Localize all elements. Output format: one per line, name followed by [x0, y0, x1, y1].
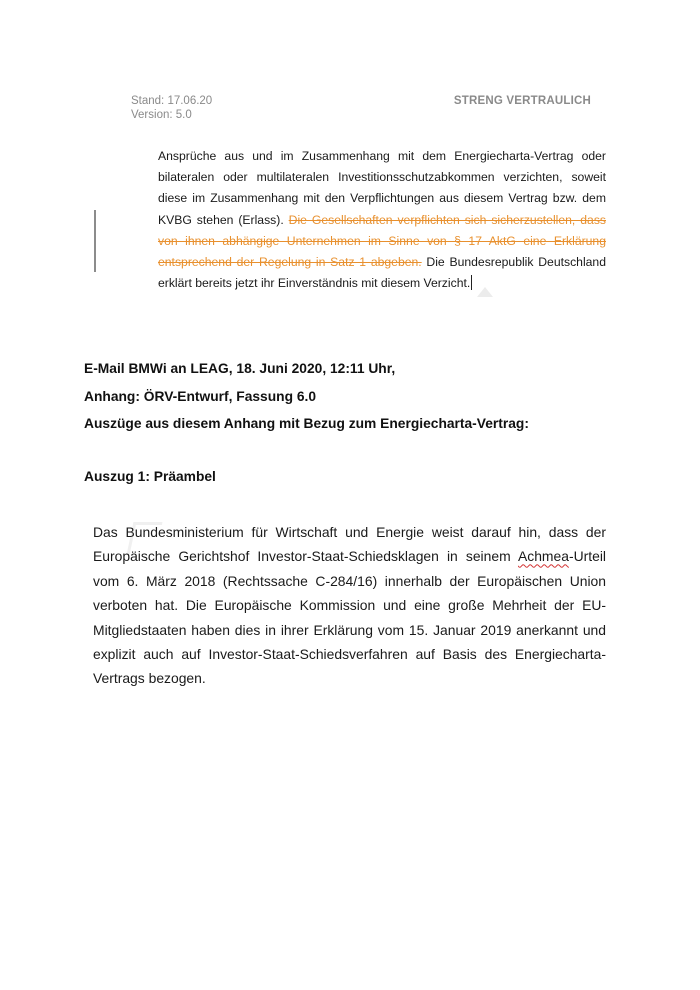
- heading-extracts: Auszüge aus diesem Anhang mit Bezug zum Energiecharta-Vertrag:: [84, 416, 529, 431]
- heading-attachment: Anhang: ÖRV-Entwurf, Fassung 6.0: [84, 389, 317, 404]
- text-cursor: [471, 275, 472, 290]
- change-bar: [94, 210, 96, 272]
- spellcheck-flagged-word: Achmea: [517, 548, 569, 565]
- heading-email: E-Mail BMWi an LEAG, 18. Juni 2020, 12:11 Uhr,: [84, 361, 396, 376]
- preamble-paragraph: [93, 520, 606, 691]
- excerpt-paragraph: [158, 146, 606, 294]
- preamble-part-1: Das Bundesministerium für Wirtschaft und Energie weist darauf hin, dass der Europäische Gerichtshof Investor-Staat-Schiedsklagen in seinem: [93, 524, 606, 565]
- stand-date: Stand: 17.06.20: [131, 95, 213, 107]
- excerpt-text-before: Ansprüche aus und im Zusammenhang mit dem Energiecharta-Vertrag oder bilateralen oder multilateralen Investitionsschutzabkommen verzichten, soweit diese im Zusammenhang mit den Verpflichtungen aus diesem Vertrag bzw. dem KVBG stehen (Erlass).: [158, 149, 606, 227]
- classification-label: STRENG VERTRAULICH: [453, 95, 591, 107]
- excerpt-text-after: Die Bundesrepublik Deutschland erklärt bereits jetzt ihr Einverständnis mit diesem Verzicht.: [158, 255, 606, 291]
- watermark-mark: [477, 287, 493, 297]
- document-header: [131, 94, 591, 122]
- document-meta: [131, 94, 212, 122]
- deleted-text: Die Gesellschaften verpflichten sich sicherzustellen, dass von ihnen abhängige Unternehmen im Sinne von § 17 AktG eine Erklärung entsprechend der Regelung in Satz 1 abgeben.: [158, 212, 607, 270]
- heading-extract-1: Auszug 1: Präambel: [84, 469, 216, 484]
- preamble-part-2: -Urteil vom 6. März 2018 (Rechtssache C-284/16) innerhalb der Europäischen Union verboten hat. Die Europäische Kommission und eine große Mehrheit der EU-Mitgliedstaaten haben dies in ihrer Erklärung vom 15. Januar 2019 anerkannt und explizit auch auf Investor-Staat-Schiedsverfahren auf Basis des Energiecharta-Vertrags bezogen.: [93, 548, 606, 687]
- version-label: Version: 5.0: [131, 109, 192, 121]
